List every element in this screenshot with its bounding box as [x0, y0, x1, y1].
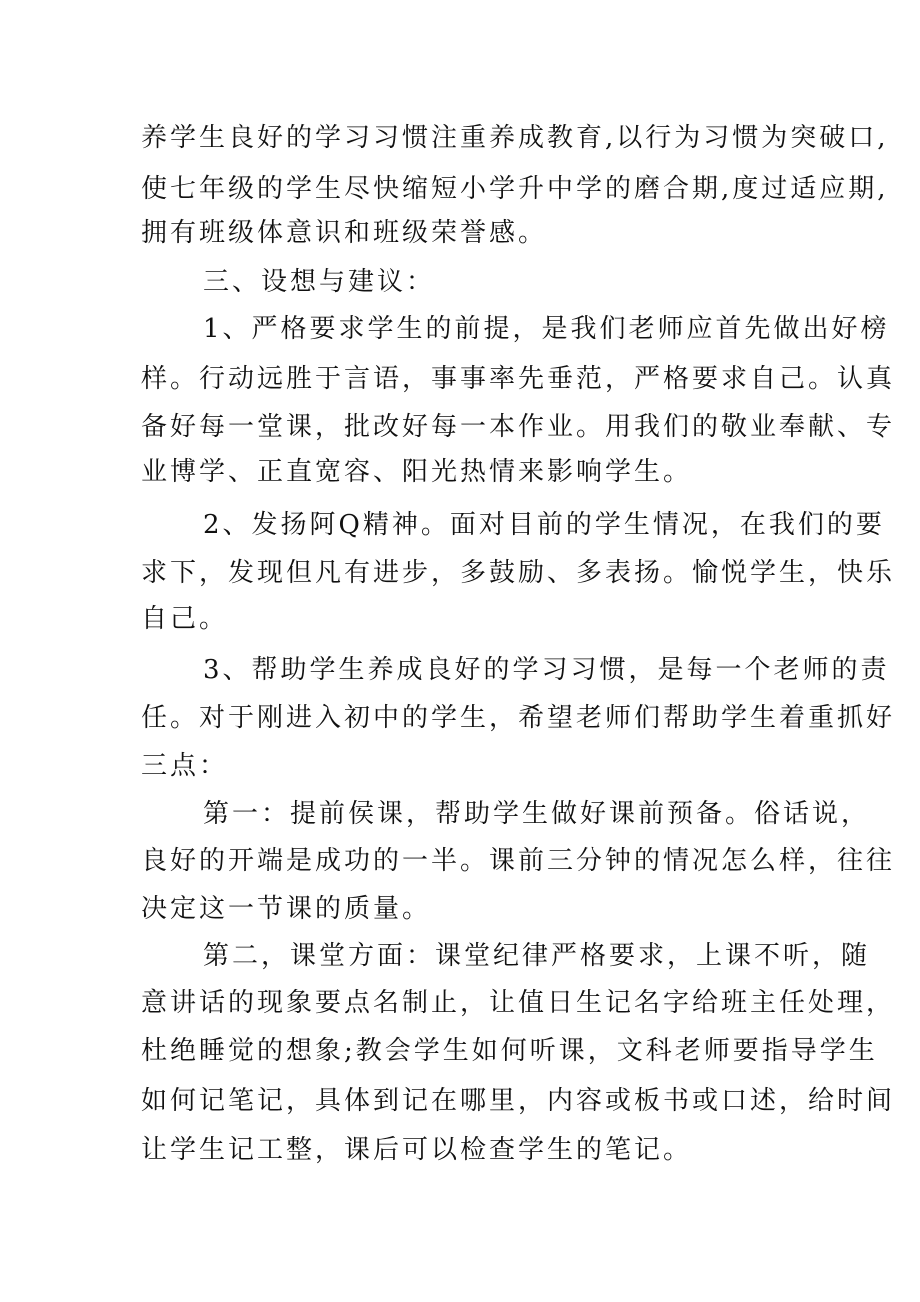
- text-line: 三点：: [141, 751, 229, 781]
- text-line: 使七年级的学生尽快缩短小学升中学的磨合期,度过适应期,: [141, 174, 889, 204]
- text-line: 自己。: [141, 604, 229, 634]
- text-line: 杜绝睡觉的想象;教会学生如何听课，文科老师要指导学生: [141, 1036, 878, 1066]
- text-line: 拥有班级体意识和班级荣誉感。: [141, 218, 548, 248]
- text-line: 任。对于刚进入初中的学生，希望老师们帮助学生着重抓好: [141, 703, 896, 733]
- text-line: 如何记笔记，具体到记在哪里，内容或板书或口述，给时间: [141, 1086, 896, 1116]
- text-line: 2、发扬阿Q精神。面对目前的学生情况，在我们的要: [203, 510, 885, 540]
- text-line: 1、严格要求学生的前提，是我们老师应首先做出好榜: [203, 314, 890, 344]
- text-line: 让学生记工整，课后可以检查学生的笔记。: [141, 1135, 693, 1165]
- text-line: 样。行动远胜于言语，事事率先垂范，严格要求自己。认真: [141, 364, 896, 394]
- text-line: 第二，课堂方面：课堂纪律严格要求，上课不听，随: [203, 941, 871, 971]
- text-line: 3、帮助学生养成良好的学习习惯，是每一个老师的责: [203, 655, 890, 685]
- text-line: 求下，发现但凡有进步，多鼓励、多表扬。愉悦学生，快乐: [141, 558, 896, 588]
- text-line: 意讲话的现象要点名制止，让值日生记名字给班主任处理，: [141, 988, 896, 1018]
- text-line: 第一：提前侯课，帮助学生做好课前预备。俗话说，: [203, 799, 871, 829]
- section-heading: 三、设想与建议：: [203, 267, 436, 297]
- text-line: 良好的开端是成功的一半。课前三分钟的情况怎么样，往往: [141, 846, 896, 876]
- text-line: 业博学、正直宽容、阳光热情来影响学生。: [141, 457, 693, 487]
- text-line: 养学生良好的学习习惯注重养成教育,以行为习惯为突破口,: [141, 123, 889, 153]
- text-line: 决定这一节课的质量。: [141, 894, 432, 924]
- text-line: 备好每一堂课，批改好每一本作业。用我们的敬业奉献、专: [141, 412, 896, 442]
